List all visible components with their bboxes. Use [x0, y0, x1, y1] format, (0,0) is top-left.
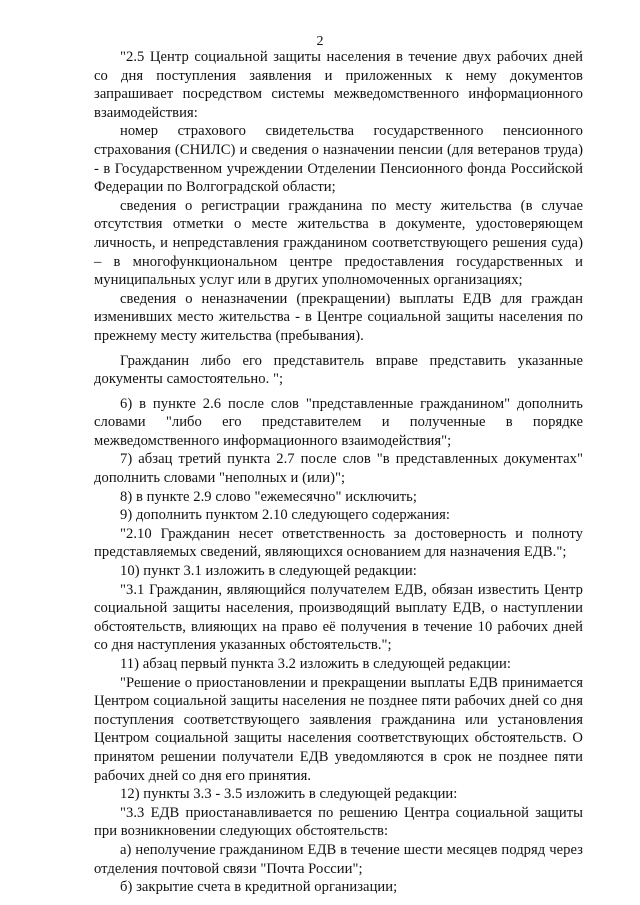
paragraph-3-1: "3.1 Гражданин, являющийся получателем ЕДВ, обязан известить Центр социальной защиты населения, производящий выплату ЕДВ, о наступлении обстоятельств, влияющих на право её получения в течение 10 рабочих дней со дня наступления указанных обстоятельств."; — [94, 581, 583, 654]
paragraph-item-9: 9) дополнить пунктом 2.10 следующего содержания: — [120, 507, 450, 524]
paragraph-self-submission: Гражданин либо его представитель вправе представить указанные документы самостоятельно. "; — [94, 352, 583, 388]
paragraph-item-8: 8) в пункте 2.9 слово "ежемесячно" исключить; — [120, 488, 417, 505]
paragraph-3-3: "3.3 ЕДВ приостанавливается по решению Центра социальной защиты при возникновении следующих обстоятельств: — [94, 804, 583, 840]
document-body — [94, 48, 583, 897]
paragraph-snils: номер страхового свидетельства государственного пенсионного страхования (СНИЛС) и сведения о назначении пенсии (для ветеранов труда) - в Государственном учреждении Отделении Пенсионного фонда Российской Федерации по Волгоградской области; — [94, 123, 583, 196]
page-number: 2 — [316, 34, 324, 49]
paragraph-item-6: 6) в пункте 2.6 после слов "представленные гражданином" дополнить словами "либо его представителем и полученные в порядке межведомственного информационного взаимодействия"; — [94, 395, 583, 449]
paragraph-sub-a: а) неполучение гражданином ЕДВ в течение шести месяцев подряд через отделения почтовой связи "Почта России"; — [94, 841, 583, 877]
paragraph-item-11: 11) абзац первый пункта 3.2 изложить в следующей редакции: — [120, 656, 511, 672]
paragraph-registration: сведения о регистрации гражданина по месту жительства (в случае отсутствия отметки о месте жительства в документе, удостоверяющем личность, и непредставления гражданином соответствующего решения суда) – в многофункциональном центре предоставления государственных и муниципальных услуг или в других уполномоченных организациях; — [94, 197, 583, 289]
paragraph-item-12: 12) пункты 3.3 - 3.5 изложить в следующей редакции: — [120, 786, 458, 803]
paragraph-non-assignment: сведения о неназначении (прекращении) выплаты ЕДВ для граждан изменивших место жительства - в Центре социальной защиты населения по прежнему месту жительства (пребывания). — [94, 290, 583, 344]
paragraph-item-7: 7) абзац третий пункта 2.7 после слов "в представленных документах" дополнить словами "неполных и (или)"; — [94, 451, 583, 487]
paragraph-item-10: 10) пункт 3.1 изложить в следующей редакции: — [120, 563, 417, 580]
paragraph-sub-b: б) закрытие счета в кредитной организации; — [120, 879, 398, 896]
paragraph-2-5-intro: "2.5 Центр социальной защиты населения в течение двух рабочих дней со дня поступления заявления и приложенных к нему документов запрашивает посредством системы межведомственного информационного взаимодействия: — [94, 49, 583, 121]
paragraph-2-10: "2.10 Гражданин несет ответственность за достоверность и полноту представляемых сведений, являющихся основанием для назначения ЕДВ."; — [94, 525, 583, 561]
paragraph-decision: "Решение о приостановлении и прекращении выплаты ЕДВ принимается Центром социальной защиты населения не позднее пяти рабочих дней со дня поступления соответствующего заявления гражданина или установления Центром социальной защиты населения соответствующих обстоятельств. О принятом решении получатели ЕДВ уведомляются в срок не позднее пяти рабочих дней со дня его принятия. — [94, 674, 583, 784]
